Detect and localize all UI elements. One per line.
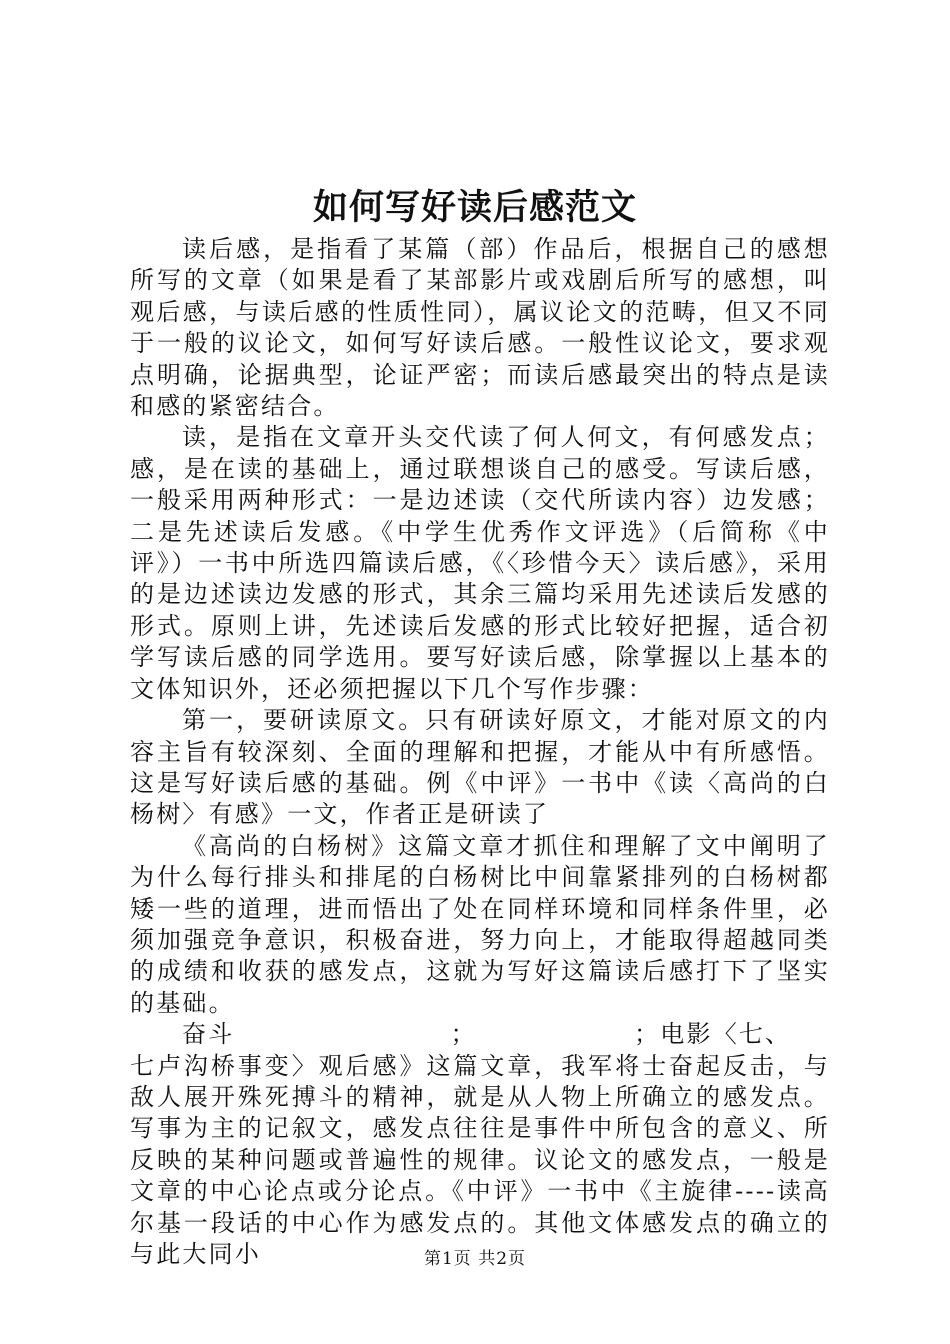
paragraph-step-one: 第一，要研读原文。只有研读好原文，才能对原文的内容主旨有较深刻、全面的理解和把握，才能从中有所感悟。这是写好读后感的基础。例《中评》一书中《读〈高尚的白杨树〉有感》一文，作者正是研读了 bbox=[130, 706, 830, 829]
page-footer: 第1页 共2页 bbox=[423, 1249, 527, 1269]
document-title: 如何写好读后感范文 bbox=[312, 187, 637, 228]
paragraph-reading-forms: 读，是指在文章开头交代读了何人何文，有何感发点；感，是在读的基础上，通过联想谈自己的感受。写读后感，一般采用两种形式：一是边述读（交代所读内容）边发感；二是先述读后发感。《中学生优秀作文评选》（后简称《中评》）一书中所选四篇读后感，《〈珍惜今天〉读后感》，采用的是边述读边发感的形式，其余三篇均采用先述读后发感的形式。原则上讲，先述读后发感的形式比较好把握，适合初学写读后感的同学选用。要写好读后感，除掌握以上基本的文体知识外，还必须把握以下几个写作步骤： bbox=[130, 423, 830, 703]
paragraph-film-example: 七卢沟桥事变〉观后感》这篇文章，我军将士奋起反击，与敌人展开殊死搏斗的精神，就是从人物上所确立的感发点。写事为主的记叙文，感发点往往是事件中所包含的意义、所反映的某种问题或普遍性的规律。议论文的感发点，一般是文章的中心论点或分论点。《中评》一书中《主旋律----读高尔基一段话的中心作为感发点的。其他文体感发点的确立的与此大同小 bbox=[130, 1051, 830, 1268]
document-body bbox=[130, 234, 830, 1270]
paragraph-poplar-example: 《高尚的白杨树》这篇文章才抓住和理解了文中阐明了为什么每行排头和排尾的白杨树比中间靠紧排列的白杨树都矮一些的道理，进而悟出了处在同样环境和同样条件里，必须加强竞争意识，积极奋进，努力向上，才能取得超越同类的成绩和收获的感发点，这就为写好这篇读后感打下了坚实的基础。 bbox=[130, 831, 830, 1017]
paragraph-intro: 读后感，是指看了某篇（部）作品后，根据自己的感想所写的文章（如果是看了某部影片或戏剧后所写的感想，叫观后感，与读后感的性质性同），属议论文的范畴，但又不同于一般的议论文，如何写好读后感。一般性议论文，要求观点明确，论据典型，论证严密；而读后感最突出的特点是读和感的紧密结合。 bbox=[130, 235, 830, 421]
paragraph-struggle-line: 奋斗 ； ；电影〈七、 bbox=[182, 1020, 792, 1049]
